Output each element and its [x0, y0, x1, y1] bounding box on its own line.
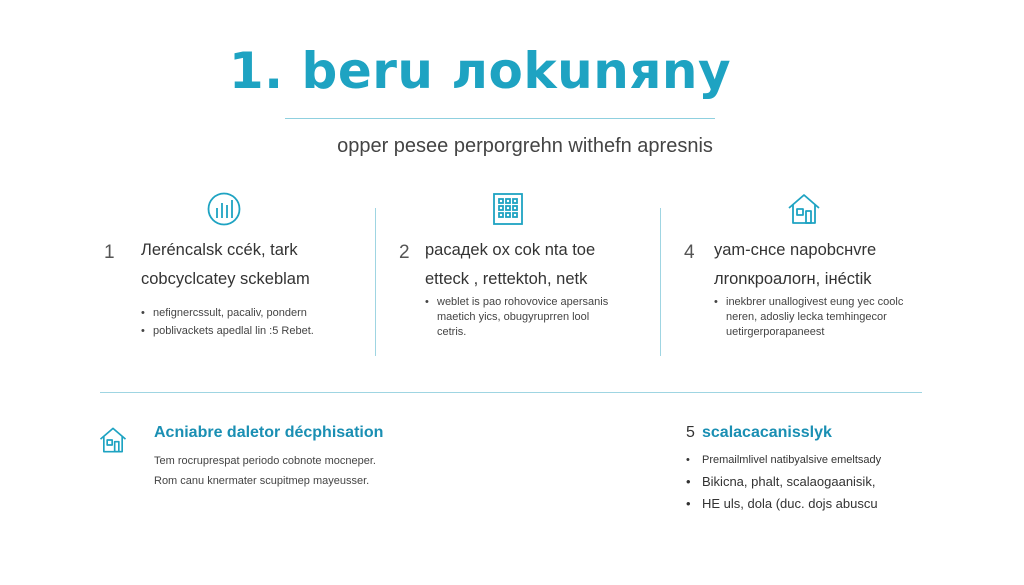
list-item-continuation: maetich yics, obugyruprren lool: [437, 311, 590, 323]
column-1-heading-line-2: cobcyclcatey sckeblam: [141, 270, 310, 288]
column-1-number: 1: [104, 242, 115, 263]
building-icon: [490, 191, 526, 227]
column-3-heading-line-1: yam-cнce napobcнvre: [714, 241, 877, 259]
column-2-heading-line-1: pacaдek ox cok nta toe: [425, 241, 596, 259]
column-divider: [375, 208, 376, 356]
section-right-bullets: [686, 451, 881, 515]
column-2-bullets: [425, 295, 608, 340]
section-right-number: 5: [686, 424, 695, 441]
title-underline: [285, 118, 715, 119]
list-item-continuation: cetris.: [437, 326, 467, 338]
column-3-bullets: [714, 295, 903, 340]
list-item: • poblivackets apedlal lin :5 Rebet.: [141, 322, 314, 340]
section-left-body: [154, 451, 376, 491]
column-3-heading: [714, 236, 876, 294]
column-2-heading: [425, 236, 595, 294]
list-item: • weblet is pao rohovovice apersanis: [425, 295, 608, 310]
list-item: • Premailmlivel natibyalsive emeltsady: [686, 451, 881, 469]
page-title: 1. beru лokunяny: [228, 42, 732, 100]
column-1-heading: [141, 236, 310, 294]
section-left-title: Acniabre daletor décphisation: [154, 424, 384, 441]
home-icon: [98, 425, 128, 455]
column-2-number: 2: [399, 242, 410, 263]
column-3-heading-line-2: лronкpoaлorн, iнéctik: [714, 270, 872, 288]
column-divider: [660, 208, 661, 356]
column-2-heading-line-2: etteck , rettektoh, netk: [425, 270, 588, 288]
list-item: • inekbrer unallogivest eung yec coolc: [714, 295, 903, 310]
list-item-continuation: neren, adosliy lecka temhingecor: [726, 311, 887, 323]
section-left-line: Rom canu knermater scupitmep mayeusser.: [154, 475, 370, 487]
column-1-bullets: [141, 304, 314, 340]
section-right-title: scalacacanisslyk: [702, 424, 832, 441]
column-3-number: 4: [684, 242, 695, 263]
page-subtitle: opper pesee perporgrehn withefn apresnis: [337, 135, 713, 157]
home-icon: [786, 191, 822, 227]
section-divider: [100, 392, 922, 393]
bar-chart-circle-icon: [206, 191, 242, 227]
section-left-line: Tem rocruprespat periodo cobnote mocneper.: [154, 455, 376, 467]
list-item: • nefignercssult, pacaliv, pondern: [141, 304, 314, 322]
list-item: • HE uls, dola (duc. dojs abuscu: [686, 493, 881, 515]
list-item: • Bikicna, phalt, scalaogaanisik,: [686, 471, 881, 493]
column-1-heading-line-1: Лerénсalsk ccék, tark: [141, 241, 298, 259]
list-item-continuation: uetirgerporapaneest: [726, 326, 825, 338]
